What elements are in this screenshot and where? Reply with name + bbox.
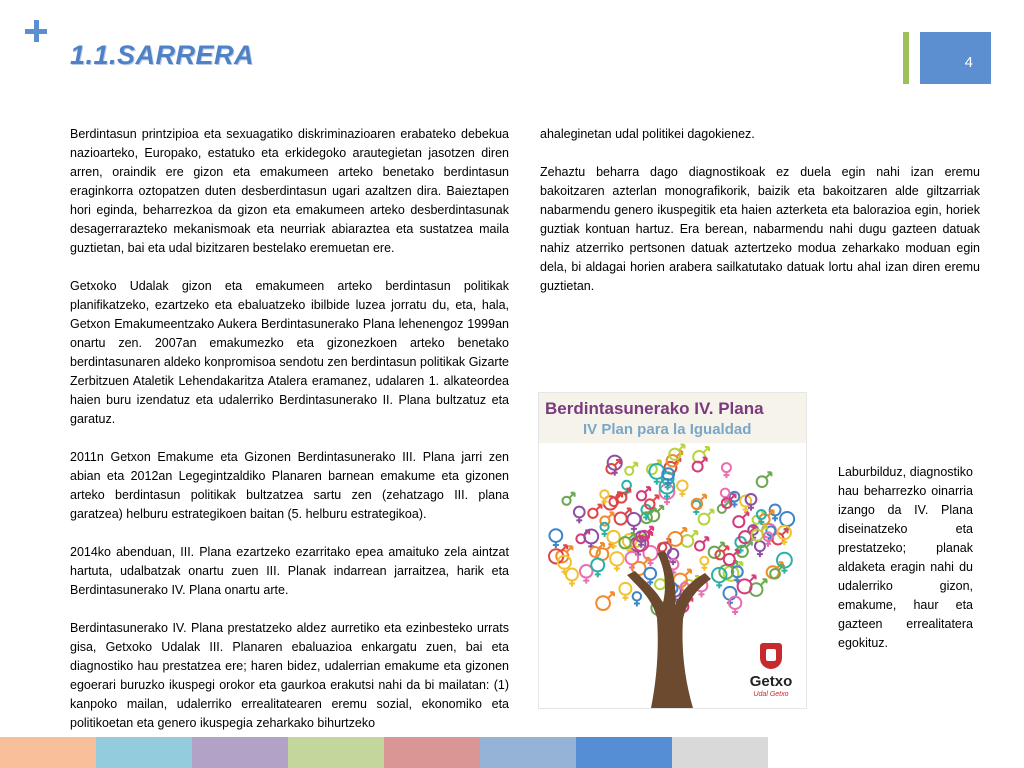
female-symbol-icon — [729, 597, 741, 615]
female-symbol-icon — [549, 529, 562, 548]
right-text-column — [540, 125, 980, 315]
footer-color-block — [672, 737, 768, 768]
page-title: 1.1.SARRERA — [70, 40, 255, 70]
paragraph: Berdintasun printzipioa eta sexuagatiko diskriminazioaren erabateko debekua nazioarteko, Europako, estatuko eta erkidegoko arautegietan jasotzen diren arren, oraindik ere gizon eta emakumeen arteko benetako berdintasun eraginkorra oztopatzen duten desberdintasun ugari azaltzen dira. Baieztapen hori eginda, beharrezkoa da gizon eta emakumeen arteko desberdintasunak desagerrarazteko mekanismoak eta neurriak abiaraztea eta sustatzea maila guztietan, bai eta udal bizitzaren bestelako eremuetan ere. — [70, 127, 509, 255]
paragraph: Berdintasunerako IV. Plana prestatzeko aldez aurretiko eta ezinbesteko urrats gisa, Getxoko Udalak III. Planaren ebaluazioa enkargatu zuen, bai eta diagnostiko hau prestatzea ere; haren bidez, udalerrian emakume eta gizonen egoerari buruzko ikuspegi orokor eta gaurkoa erakutsi nahi da bi mailatan: (1) kanpoko mailan, udalerriko errealitatearen eremu sozial, ekonomiko eta politikoetan eta genero ikuspegia zeharkako bihurtzeko — [70, 621, 509, 730]
male-symbol-icon — [625, 463, 637, 475]
female-symbol-icon — [700, 557, 708, 571]
male-symbol-icon — [695, 537, 708, 550]
equality-plan-poster — [538, 392, 807, 709]
poster-title: Berdintasunerako IV. Plana — [545, 399, 764, 418]
footer-color-block — [576, 737, 672, 768]
footer-color-block — [384, 737, 480, 768]
female-symbol-icon — [627, 513, 640, 532]
footer-color-block — [96, 737, 192, 768]
accent-bar — [903, 32, 909, 84]
female-symbol-icon — [600, 490, 608, 504]
female-symbol-icon — [677, 480, 687, 496]
male-symbol-icon — [699, 510, 714, 525]
female-symbol-icon — [591, 558, 604, 577]
male-symbol-icon — [645, 495, 658, 508]
paragraph: ahaleginetan udal politikei dagokienez. — [540, 127, 755, 141]
footer-color-block — [0, 737, 96, 768]
female-symbol-icon — [558, 556, 571, 575]
poster-subtitle: IV Plan para la Igualdad — [583, 421, 752, 438]
male-symbol-icon — [637, 487, 650, 500]
paragraph: 2014ko abenduan, III. Plana ezartzeko ezarritako epea amaituko zela aintzat hartuta, udalbatzak onartu zuen III. Planak indarrean jarraitzea, harik eta Berdintasunerako IV. Plana onartu arte. — [70, 545, 509, 597]
page-number: 4 — [964, 54, 973, 71]
footer-color-strip — [0, 737, 768, 768]
footer-color-block — [480, 737, 576, 768]
female-symbol-icon — [610, 552, 623, 571]
plus-icon — [25, 20, 47, 42]
left-text-column — [70, 125, 509, 752]
getxo-logo — [745, 637, 797, 703]
summary-text — [838, 463, 973, 653]
footer-color-block — [192, 737, 288, 768]
getxo-shield-icon — [760, 643, 782, 669]
male-symbol-icon — [562, 493, 574, 505]
summary-paragraph: Laburbilduz, diagnostiko hau beharrezko oinarria izango da IV. Plana diseinatzeko eta prestatzeko; planak aldaketa eragin nahi du udalerriko gizon, emakume, haur eta gazteen errealitatera egokituz. — [838, 465, 973, 650]
logo-subtext: Udal Getxo — [753, 691, 789, 698]
female-symbol-icon — [722, 463, 731, 478]
logo-text: Getxo — [749, 673, 793, 690]
female-symbol-icon — [755, 541, 765, 557]
female-symbol-icon — [580, 565, 593, 584]
male-symbol-icon — [596, 592, 614, 610]
paragraph: Getxoko Udalak gizon eta emakumeen arteko berdintasun politikak planifikatzeko, ezartzeko eta ebaluatzeko ibilbide luzea jorratu du, eta, hala, Getxon Emakumeentzako Aukera Berdintasunerako Plana lehenengoz 1999an onartu zen. 2007an emakumezko eta gizonezkoen arteko benetako berdintasunaren aldeko konpromisoa sendotu zen berdintasun politikak Gizarte Zerbitzuen Ataletik Lehendakaritza Atalera eramanez, udalaren 1. alkateordea haien buru izendatuz eta udalerriko Berdintasunerako II. Plana bultzatuz eta garatuz. — [70, 279, 509, 426]
paragraph: Zehaztu beharra dago diagnostikoak ez duela egin nahi izan eremu bakoitzaren azterlan monografikorik, baizik eta bakoitzaren alde giltzarriak nabarmendu genero ikuspegitik eta haien azterketa eta balorazioa egin, horiek guztiak kontuan hartuz. Era berean, nabarmendu nahi dugu gazteen datuak nahiz atzerriko pertsonen datuak aztertzeko modua zeharkako moduan egin dela, bi aldagai horien arabera sailkatutako datuak lortu ahal izan diren eremu guztietan. — [540, 165, 980, 293]
footer-color-block — [288, 737, 384, 768]
female-symbol-icon — [633, 592, 641, 606]
paragraph: 2011n Getxon Emakume eta Gizonen Berdintasunerako III. Plana jarri zen abian eta 2012an Legegintzaldiko Planaren barnean emakume eta gizonen arteko berdintasun politikak bultzatzea sartu zen (zehatzago III. plana garatzea) helburu estrategikoen baitan (5. helburu estrategikoa). — [70, 450, 509, 521]
female-symbol-icon — [574, 507, 585, 524]
page-number-box — [920, 32, 991, 84]
male-symbol-icon — [588, 505, 601, 518]
male-symbol-icon — [757, 472, 772, 487]
female-symbol-icon — [566, 569, 578, 587]
male-symbol-icon — [733, 512, 748, 527]
female-symbol-icon — [619, 583, 631, 601]
